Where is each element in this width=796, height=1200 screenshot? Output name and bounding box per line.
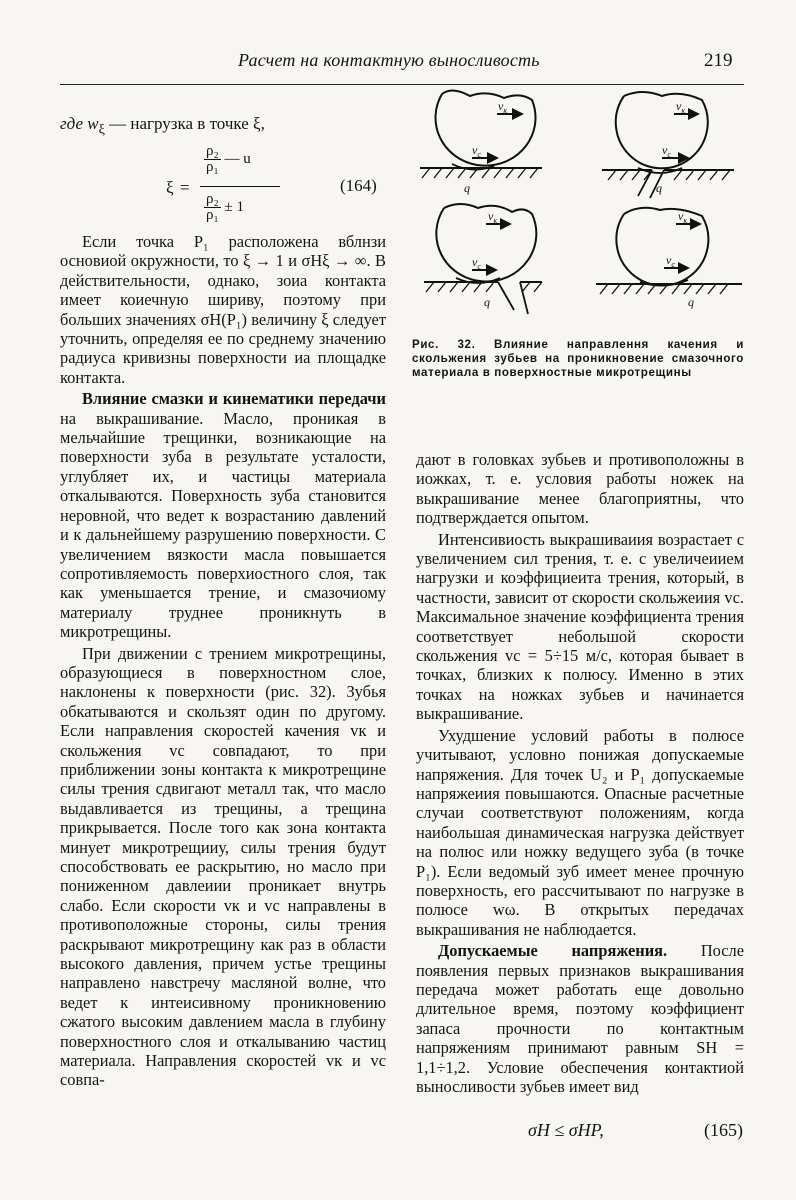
figure-number: Рис. 32. (412, 338, 476, 351)
paragraph: Ухудшение условий работы в полюсе учитывают, условно понижая допускаемые напряжения. Для точек U₂ и P₁ допускаемые напряжеиия повышаются. Опасные расчетные случаи соответствуют положениям, когда наибольшая динамическая нагрузка действует на полюс или ножку ведущего зуба (в точке P₁). Если ведомый зуб имеет менее прочную поверхность, его рассчитывают по нагрузке в полюсе wω. В открытых передачах выкрашивания не наблюдается. (416, 725, 744, 939)
formula-164-tag: (164) (340, 176, 377, 195)
label-q-1: q (464, 181, 470, 195)
paragraph: Интенсивиость выкрашиваиия возрастает с увеличением сил трения, т. е. с увеличеиием нагрузки и коэффициеита трения, который, в частности, зависит от скорости скольжеиия vс. Максимальное значение коэффициента трения соответствует небольшой скорости скольжения vс = 5÷15 м/с, которая бывает в точках, близких к полюсу. Именно в этих точках на ножках зубьев и начинается выкрашивание. (416, 529, 744, 724)
paragraph: Если точка P₁ расположена вблнзи основиой окружности, то ξ → 1 и σHξ → ∞. В действительности, однако, зоиа контакта имеет коиечную шириву, поэтому при больших значениях σH(P₁) величину ξ следует уточнить, определяя ее по среднему значению радиуса кривизны поверхности иа площадке контакта. (60, 232, 386, 387)
label-vk-1: $v_к$ (498, 99, 508, 115)
formula-165: σH ≤ σHP, (528, 1120, 604, 1140)
label-q-2: q (656, 181, 662, 195)
panel-bottom-right (596, 208, 742, 286)
paragraph (416, 941, 744, 1096)
formula-numerator (204, 144, 251, 175)
formula-fraction-bar (200, 186, 280, 187)
right-column (416, 450, 744, 1096)
where-sub: ξ (98, 121, 105, 138)
formula-lhs: ξ (166, 178, 174, 197)
formula-denominator (204, 192, 244, 223)
num-top: ρ₂ (206, 143, 219, 159)
label-q-3: q (484, 295, 490, 309)
section-heading: Допускаемые напряжения. (438, 941, 668, 961)
page-number: 219 (704, 50, 733, 71)
den-bottom: ρ₁ (206, 207, 219, 223)
formula-164 (150, 142, 390, 232)
den-top: ρ₂ (206, 191, 219, 207)
figure-caption-text: Влияние направлення качения и скольжения зубьев на проникновение смазочного материала в поверхностные микротрещины (412, 338, 744, 380)
label-vc-4: $v_c$ (666, 253, 675, 269)
paragraph-text: на выкрашивание. Масло, проникая в мельчайшие трещинки, возникающие на поверхности зуба в результате усталости, углубляет их, и частицы материала откалываются. Поверхность зуба становится неровной, что ведет к возрастанию давлений и к дальнейшему разрушению поверхности. С увеличением вязкости масла повышается сопротивляемость поверхиостного слоя, так как уменьшается трение, и смазочиому материалу труднее проникнуть в микротрещины. (60, 408, 386, 642)
paragraph (60, 389, 386, 641)
paragraph: При движении с трением микротрещины, образующиеся в поверхностном слое, наклонены к поверхности (рис. 32). Зубья обкатываются и скользят один по другому. Если направления скоростей качения vк и скольжения vс совпадают, то при приближении зоны контакта к микротрещине силы трения сдвигают металл так, что масло выдавливается из трещины, а трещина прикрывается. После того как зона контакта минует микротрещииу, силы трения будут способствовать ее раскрытию, но масло при пониженном давлеиии проникает внутрь слабо. Если скорости vк и vс направлены в противоположные стороны, силы трения раскрывают микротрещину как раз в области высокого давления, причем устье трещины направлено навстречу масляной волне, что ведет к интеисивному проникновению сжатого высоким давлением масла в глубину поверхностного слоя и откалыванию частиц материала. Направления скоростей vк и vс совпа- (60, 643, 386, 1090)
den-tail: ± 1 (220, 198, 244, 215)
left-column (60, 232, 386, 1090)
formula-eq: = (180, 178, 190, 197)
where-line (60, 114, 265, 138)
label-vc-3: $v_c$ (472, 255, 481, 271)
figure-caption (412, 338, 744, 381)
label-vc-2: $v_c$ (662, 143, 671, 159)
paragraph-text: После появления первых признаков выкрашивания передача может работать еще довольно длительное время, поэтому коэффициент запаса прочности по контактным напряжениям принимают равным SH = 1,1÷1,2. Условие обеспечения контактиой выносливости зубьев имеет вид (416, 941, 744, 1096)
paragraph: дают в головках зубьев и противоположны в иожках, т. е. условия работы ножек на выкрашивание менее благоприятны, что подтверждается опытом. (416, 450, 744, 528)
section-heading: Влияние смазки и кинематики передачи (82, 389, 386, 409)
panel-top-left (420, 90, 542, 168)
where-rest: — нагрузка в точке ξ, (104, 114, 265, 133)
num-tail: — u (220, 150, 251, 167)
label-vk-2: $v_к$ (676, 99, 686, 115)
figure-32-diagram (412, 88, 742, 324)
panel-bottom-left (424, 204, 542, 282)
label-vk-4: $v_к$ (678, 209, 688, 225)
label-vc-1: $v_c$ (472, 143, 481, 159)
formula-165-tag: (165) (704, 1120, 743, 1140)
num-bottom: ρ₁ (206, 159, 219, 175)
header-rule (60, 84, 744, 85)
where-w: где w (60, 114, 99, 133)
label-vk-3: $v_к$ (488, 209, 498, 225)
label-q-4: q (688, 295, 694, 309)
running-header-title: Расчет на контактную выносливость (238, 50, 540, 70)
